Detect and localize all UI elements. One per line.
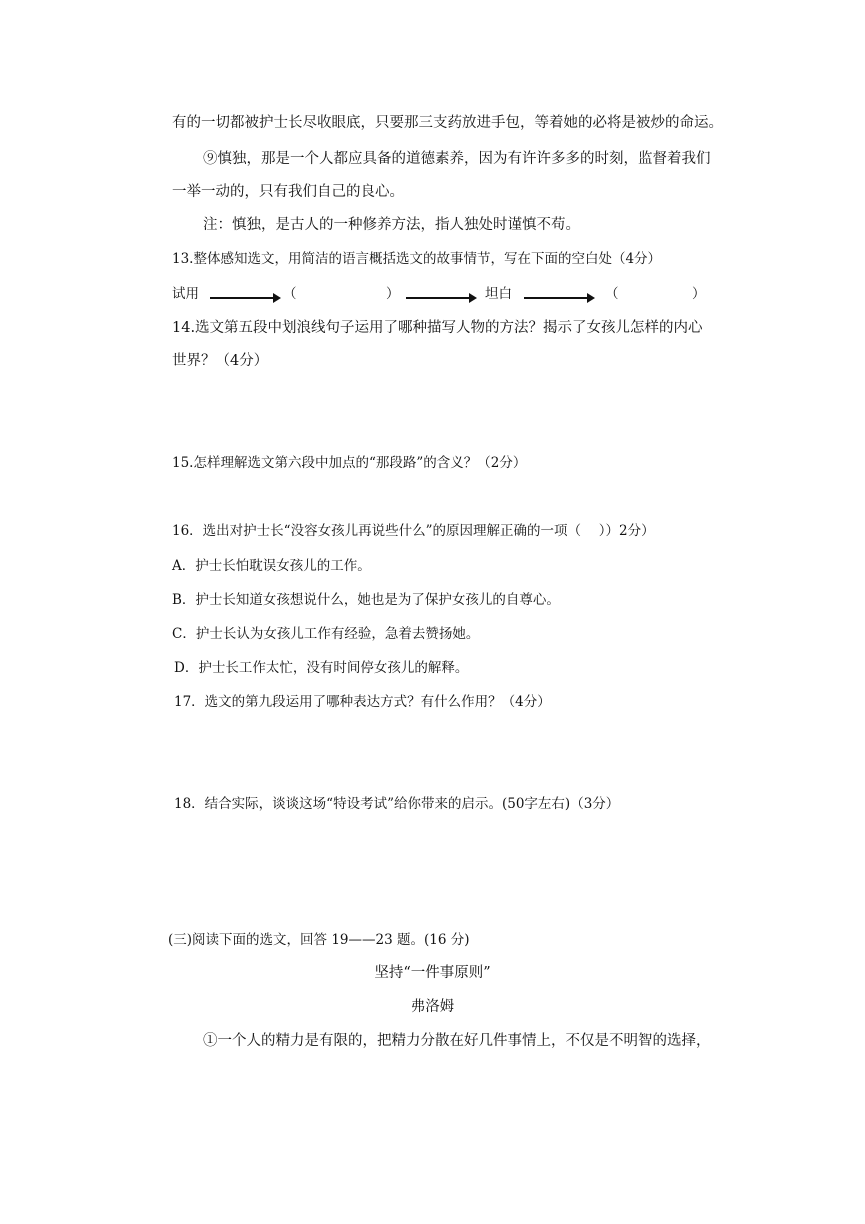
question-15: 15.怎样理解选文第六段中加点的“那段路”的含义？（2分）	[172, 455, 527, 471]
annotation-note: 注：慎独，是古人的一种修养方法，指人独处时谨慎不苟。	[203, 217, 580, 233]
paragraph-9-line2: 一举一动的，只有我们自己的良心。	[172, 184, 404, 200]
flow-blank-1-close: ）	[386, 286, 400, 302]
flow-step-trial: 试用	[172, 286, 199, 302]
passage-line: 有的一切都被护士长尽收眼底，只要那三支药放进手包，等着她的必将是被炒的命运。	[172, 115, 723, 131]
question-16-option-a: A．护士长怕耽误女孩儿的工作。	[172, 558, 371, 574]
flow-blank-1-open: （	[283, 286, 297, 302]
question-16: 16．选出对护士长“没容女孩儿再说些什么”的原因理解正确的一项（ ））2分）	[172, 523, 655, 539]
question-16-option-c: C．护士长认为女孩儿工作有经验，急着去赞扬她。	[172, 626, 480, 642]
flow-blank-2-close: ）	[692, 286, 706, 302]
question-17: 17．选文的第九段运用了哪种表达方式？有什么作用？（4分）	[174, 694, 551, 710]
section-3-heading: (三)阅读下面的选文，回答 19——23 题。(16 分)	[168, 932, 470, 948]
question-16-option-b: B．护士长知道女孩想说什么，她也是为了保护女孩儿的自尊心。	[172, 592, 560, 608]
article-paragraph-1: ①一个人的精力是有限的，把精力分散在好几件事情上，不仅是不明智的选择，	[203, 1033, 711, 1049]
article-author: 弗洛姆	[410, 999, 455, 1015]
flow-arrow-icon	[524, 297, 588, 299]
question-13: 13.整体感知选文，用简洁的语言概括选文的故事情节，写在下面的空白处（4分）	[172, 251, 662, 267]
paragraph-9-line1: ⑨慎独，那是一个人都应具备的道德素养，因为有许许多多的时刻，监督着我们	[203, 151, 711, 167]
article-title: 坚持“一件事原则”	[374, 965, 491, 981]
question-14-line1: 14.选文第五段中划浪线句子运用了哪种描写人物的方法？揭示了女孩儿怎样的内心	[172, 320, 703, 336]
question-14-line2: 世界？（4分）	[172, 353, 269, 369]
flow-arrow-icon	[406, 297, 470, 299]
question-16-option-d: D．护士长工作太忙，没有时间停女孩儿的解释。	[174, 660, 469, 676]
flow-arrow-icon	[210, 297, 274, 299]
flow-blank-2-open: （	[605, 286, 619, 302]
question-18: 18．结合实际，谈谈这场“特设考试”给你带来的启示。(50字左右)（3分）	[174, 796, 620, 812]
flow-step-confess: 坦白	[485, 286, 512, 302]
